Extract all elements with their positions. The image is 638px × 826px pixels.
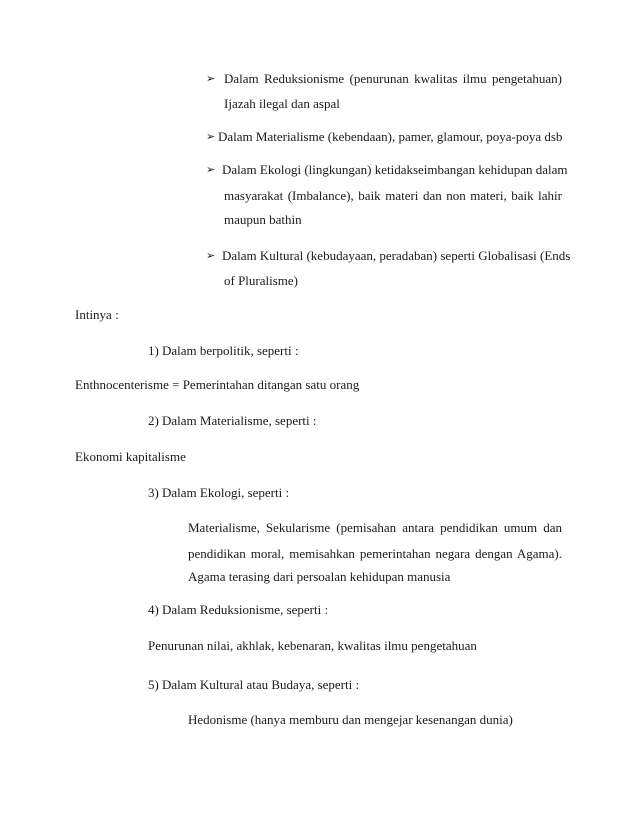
bullet-3-line-2: masyarakat (Imbalance), baik materi dan non materi, baik lahir (224, 188, 562, 203)
bullet-1-line-2: Ijazah ilegal dan aspal (224, 96, 340, 111)
item-3-detail-line-3: Agama terasing dari persoalan kehidupan manusia (188, 569, 451, 584)
item-5-number: 5) (148, 677, 159, 692)
bullet-1-line-1: Dalam Reduksionisme (penurunan kwalitas ilmu pengetahuan) (224, 71, 562, 86)
item-4-detail: Penurunan nilai, akhlak, kebenaran, kwalitas ilmu pengetahuan (148, 638, 477, 653)
item-3-detail-line-1: Materialisme, Sekularisme (pemisahan antara pendidikan umum dan (188, 520, 562, 535)
item-2-number: 2) (148, 413, 159, 428)
arrow-bullet-icon: ➢ (206, 130, 216, 143)
intinya-heading: Intinya : (75, 307, 119, 322)
bullet-3-line-1: Dalam Ekologi (lingkungan) ketidakseimbangan kehidupan dalam (222, 162, 568, 177)
item-4-label: Dalam Reduksionisme, seperti : (162, 602, 329, 617)
arrow-bullet-icon: ➢ (206, 163, 216, 176)
bullet-2-line-1: Dalam Materialisme (kebendaan), pamer, glamour, poya-poya dsb (218, 129, 563, 144)
item-1-label: Dalam berpolitik, seperti : (162, 343, 299, 358)
bullet-4-line-2: of Pluralisme) (224, 273, 299, 288)
item-2-label: Dalam Materialisme, seperti : (162, 413, 317, 428)
item-3-label: Dalam Ekologi, seperti : (162, 485, 290, 500)
item-2-detail: Ekonomi kapitalisme (75, 449, 186, 464)
bullet-3-line-3: maupun bathin (224, 212, 302, 227)
item-3-number: 3) (148, 485, 159, 500)
item-3-detail-line-2: pendidikan moral, memisahkan pemerintahan negara dengan Agama). (188, 546, 562, 561)
item-1-number: 1) (148, 343, 159, 358)
arrow-bullet-icon: ➢ (206, 249, 216, 262)
item-5-detail: Hedonisme (hanya memburu dan mengejar kesenangan dunia) (188, 712, 513, 727)
item-5-label: Dalam Kultural atau Budaya, seperti : (162, 677, 360, 692)
bullet-4-line-1: Dalam Kultural (kebudayaan, peradaban) seperti Globalisasi (Ends (222, 248, 571, 263)
item-4-number: 4) (148, 602, 159, 617)
item-1-detail: Enthnocenterisme = Pemerintahan ditangan satu orang (75, 377, 360, 392)
arrow-bullet-icon: ➢ (206, 72, 216, 85)
